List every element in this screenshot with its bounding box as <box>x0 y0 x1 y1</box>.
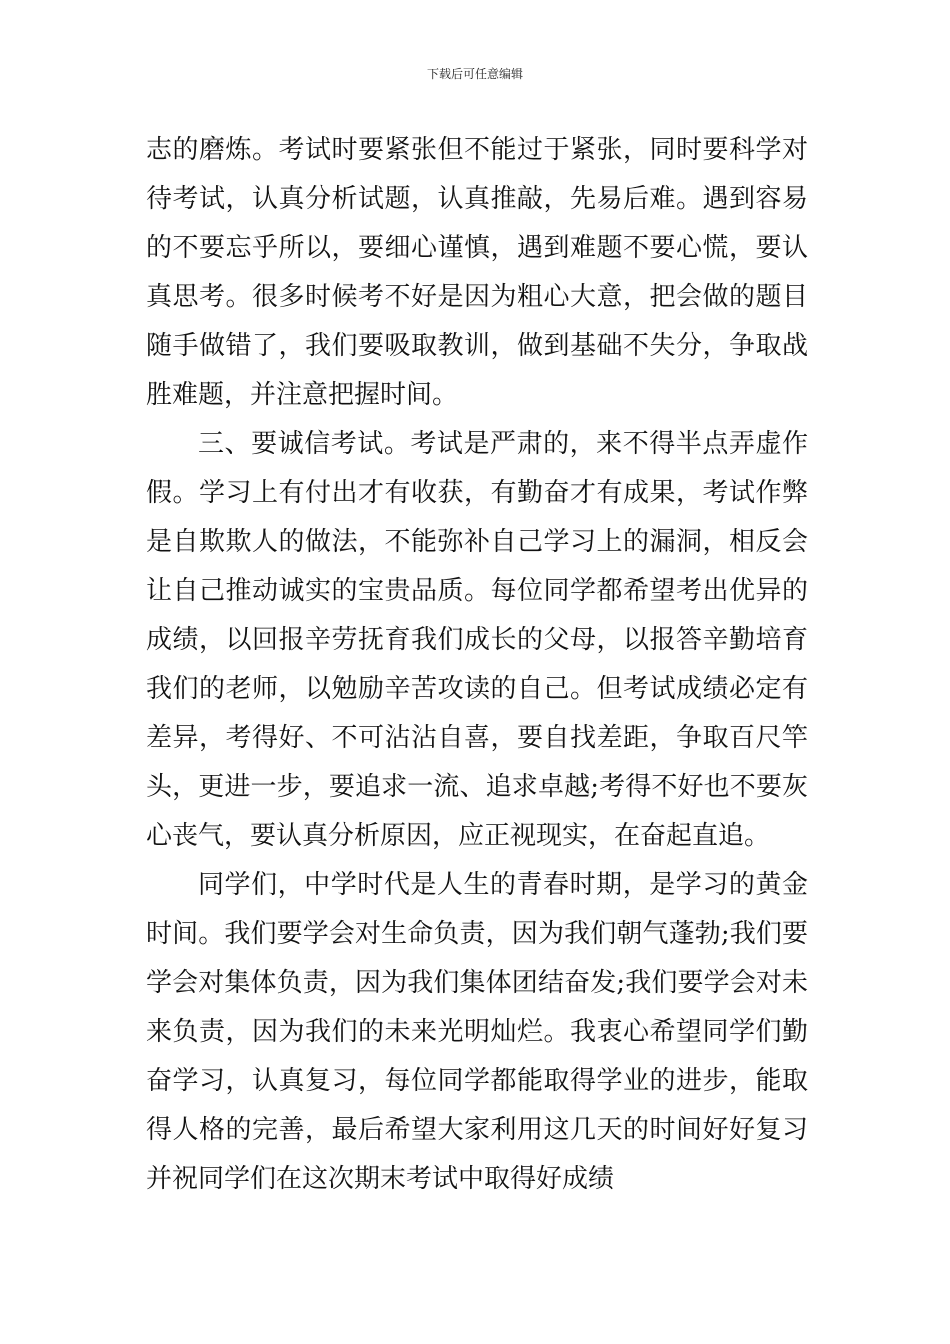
text-line: 随手做错了，我们要吸取教训，做到基础不失分，争取战 <box>146 331 808 361</box>
text-line: 我们的老师，以勉励辛苦攻读的自己。但考试成绩必定有 <box>146 674 808 704</box>
text-line: 三、要诚信考试。考试是严肃的，来不得半点弄虚作 <box>198 429 808 459</box>
text-line: 的不要忘乎所以，要细心谨慎，遇到难题不要心慌，要认 <box>146 233 808 263</box>
document-body <box>146 126 808 1204</box>
text-line: 成绩，以回报辛劳抚育我们成长的父母，以报答辛勤培育 <box>146 625 808 655</box>
text-line: 奋学习，认真复习，每位同学都能取得学业的进步，能取 <box>146 1066 808 1096</box>
text-line: 真思考。很多时候考不好是因为粗心大意，把会做的题目 <box>146 282 808 312</box>
text-line: 得人格的完善，最后希望大家利用这几天的时间好好复习 <box>146 1115 808 1145</box>
text-line: 假。学习上有付出才有收获，有勤奋才有成果，考试作弊 <box>146 478 808 508</box>
text-line: 心丧气，要认真分析原因，应正视现实，在奋起直追。 <box>146 821 771 851</box>
text-line: 是自欺欺人的做法，不能弥补自己学习上的漏洞，相反会 <box>146 527 808 557</box>
text-line: 胜难题，并注意把握时间。 <box>146 380 459 410</box>
text-line: 差异，考得好、不可沾沾自喜，要自找差距，争取百尺竿 <box>146 723 808 753</box>
text-line: 头，更进一步，要追求一流、追求卓越;考得不好也不要灰 <box>146 772 808 802</box>
text-line: 来负责，因为我们的未来光明灿烂。我衷心希望同学们勤 <box>146 1017 808 1047</box>
text-line: 时间。我们要学会对生命负责，因为我们朝气蓬勃;我们要 <box>146 919 808 949</box>
text-line: 待考试，认真分析试题，认真推敲，先易后难。遇到容易 <box>146 184 808 214</box>
text-line: 学会对集体负责，因为我们集体团结奋发;我们要学会对未 <box>146 968 808 998</box>
text-line: 同学们，中学时代是人生的青春时期，是学习的黄金 <box>198 870 808 900</box>
text-line: 志的磨炼。考试时要紧张但不能过于紧张，同时要科学对 <box>146 135 808 165</box>
text-line: 让自己推动诚实的宝贵品质。每位同学都希望考出优异的 <box>146 576 808 606</box>
page-header: 下载后可任意编辑 <box>426 67 523 81</box>
text-line: 并祝同学们在这次期末考试中取得好成绩 <box>146 1164 615 1194</box>
